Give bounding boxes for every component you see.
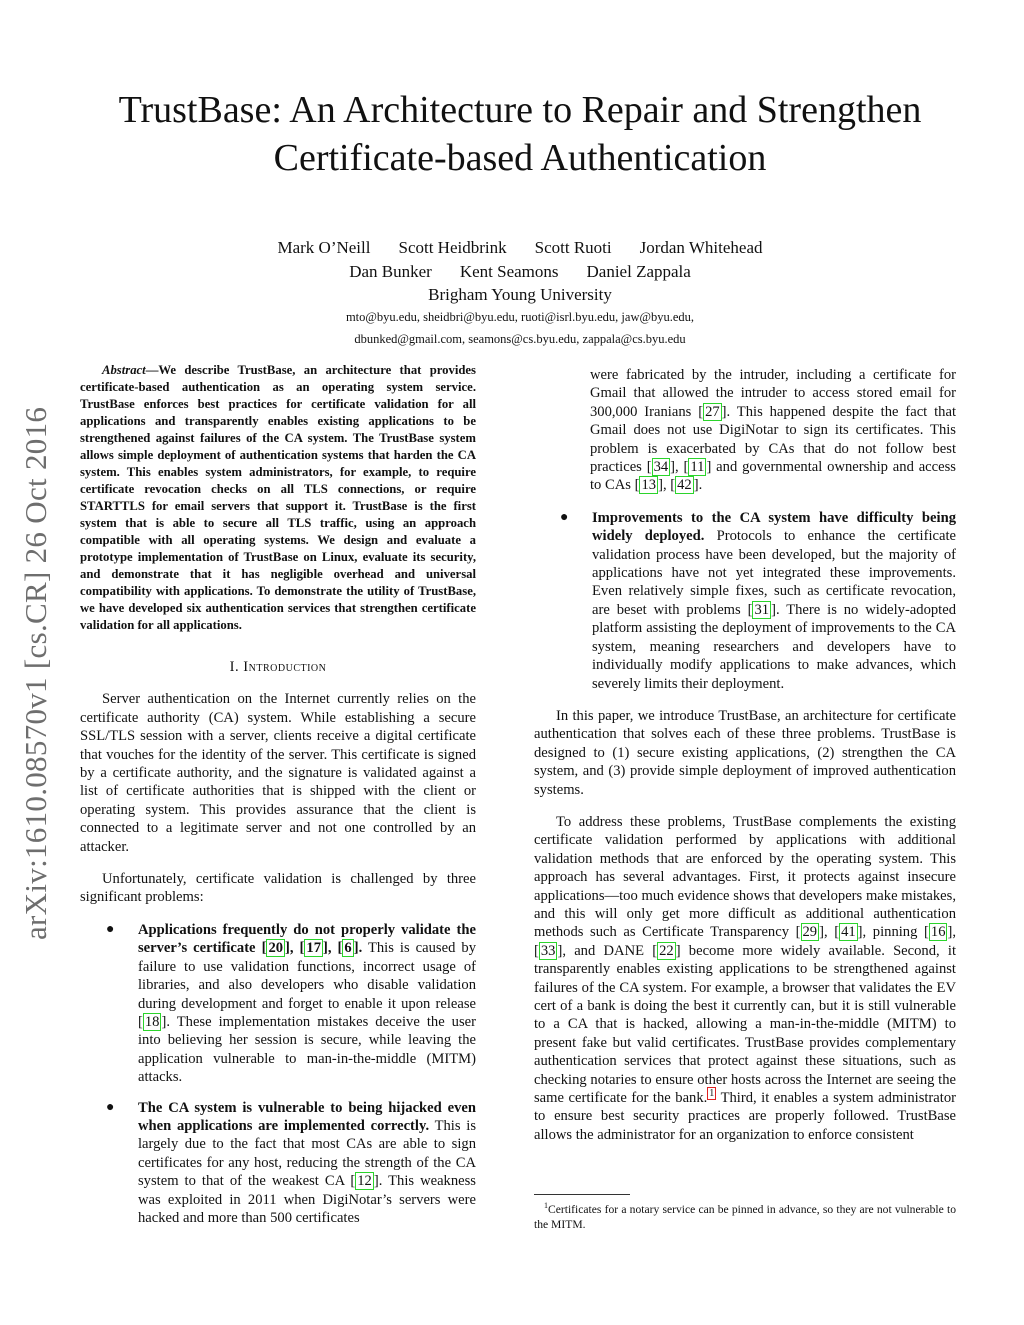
citation-link[interactable]: 6 (344, 940, 352, 957)
citation-link[interactable]: 31 (754, 601, 770, 618)
bullet-2-text-b: . This weakness was exploited in 2011 when DigiNotar’s servers were hacked and more than 500 certificates (138, 1173, 476, 1226)
section-title: Introduction (243, 659, 327, 675)
footnote-link[interactable]: 1 (709, 1088, 715, 1100)
author-6: Kent Seamons (459, 262, 559, 281)
citation-link[interactable]: 11 (690, 459, 705, 476)
authors-row-1 (110, 237, 930, 259)
footnote-divider (534, 1194, 630, 1195)
bullet-1-text-b: . These implementation mistakes deceive the user into believing her session is secure, while leaving the application vulnerable to man-in-the-middle (MITM) attacks. (138, 1013, 476, 1086)
bullet-3-text-a: Protocols to enhance the certificate validation process have been developed, but the majority of applications have not yet integrated these improvements. Even relatively simple fixes, such as certificate revocation, are beset with problems (592, 528, 956, 618)
cont-text-b: . This happened despite the fact that Gmail does not use DigiNotar to sign its certificates. This problem is exacerbated by CAs that do not follow best practices (590, 403, 956, 476)
citation-link[interactable]: 41 (841, 924, 856, 941)
cont-text-a: were fabricated by the intruder, including a certificate for Gmail that allowed the intruder to access stored email for 300,000 Iranians (590, 367, 956, 420)
bullet-2-continuation: were fabricated by the intruder, including a certificate for Gmail that allowed the intruder to access stored email for 300,000 Iranians [ 27 ]. This happened despite the fact that Gmail does not use DigiNotar to sign its certificates. This problem is exacerbated by CAs that do not follow best practices [ 34 ], [ 11 ] and governmental ownership and access to CAs [ 13 ], [ 42 ]. (590, 367, 956, 494)
citation-link[interactable]: 17 (306, 940, 322, 957)
affiliation: Brigham Young University (428, 285, 612, 304)
abstract (80, 362, 476, 634)
author-7: Daniel Zappala (586, 262, 691, 281)
intro-paragraph-3: In this paper, we introduce TrustBase, an architecture for certificate authentication that solves each of these three problems. TrustBase is designed to (1) secure existing applications, (2) strengthen the CA system, and (3) provide simple deployment of improved authentication systems. (534, 707, 956, 798)
bullet-3-text-b: . There is no widely-adopted platform assisting the deployment of improvements to the CA system, meaning researchers and developers have to individually modify applications to make advances, which severely limits their deployment. (592, 601, 957, 692)
citation-link[interactable]: 18 (144, 1013, 160, 1030)
section-number: I. (229, 659, 240, 675)
abstract-label: Abstract (102, 363, 146, 377)
citation-link[interactable]: 22 (659, 942, 674, 959)
citation-link[interactable]: 29 (802, 924, 818, 941)
abstract-text: —We describe TrustBase, an architecture that provides certificate-based authentication as an operating system service. TrustBase enforces best practices for certificate validation for all applications and transparently enables existing applications to be strengthened against failures of the CA system. The TrustBase system allows simple deployment of authentication systems that harden the CA system. This enables system administrators, for example, to require certificate revocation checks on all TLS connections, or require STARTTLS for email servers that support it. TrustBase is the first system that is able to secure all TLS traffic, using an approach compatible with all operating systems. We design and evaluate a prototype implementation of TrustBase on Linux, evaluate its security, and demonstrate that it has negligible overhead and universal compatibility with applications. To demonstrate the utility of TrustBase, we have developed six authentication services that strengthen certificate validation for all applications. (80, 363, 476, 632)
problem-list-continued (534, 509, 956, 693)
citation-link[interactable]: 27 (705, 403, 720, 420)
bullet-icon: ● (106, 921, 115, 937)
bullet-1-heading: Applications frequently do not properly validate the server’s certificate (138, 921, 476, 957)
list-item: ● Improvements to the CA system have difficulty being widely deployed. Protocols to enhance the certificate validation process have been developed, but the majority of applications have not yet integrated these improvements. Even relatively simple fixes, such as certificate revocation, are beset with problems [ 31 ]. There is no widely-adopted platform assisting the deployment of improvements to the CA system, meaning researchers and developers have to individually modify applications to make advances, which severely limits their deployment. (560, 509, 957, 692)
citation-link[interactable]: 13 (641, 477, 657, 494)
intro-paragraph-4: To address these problems, TrustBase complements the existing certificate validation performed by applications with additional validation methods that are enforced by the operating system. This approach has several advantages. First, it protects against insecure applications—too much evidence shows that developers make mistakes, and this will only get more difficult as additional authentication methods such as Certificate Transparency [ 29 ], [ 41 ], pinning [ 16 ], [ 33 ], and DANE [ 22 ] become more widely available. Second, it transparently enables existing applications to be strengthened against failures of the CA system. For example, a browser that validates the EV cert of a bank is doing the best it currently can, but it is still vulnerable to a CA that is hacked, allowing a man-in-the-middle (MITM) to present fake but valid certificates. TrustBase provides complementary authentication services that protect against these situations, such as checking notaries to ensure other hosts across the Internet are seeing the same certificate for the bank. $^1$ Third, it enables a system administrator to ensure best security practices are properly followed. TrustBase allows the administrator for an organization to enforce consistent (534, 813, 956, 1143)
bullet-1-text-a: This is caused by failure to use validation functions, incorrect usage of libraries, and also developers who disable validation during development and forget to enable it upon release (138, 940, 476, 1012)
author-2: Scott Heidbrink (398, 238, 507, 257)
emails-line-1: mto@byu.edu, sheidbri@byu.edu, ruoti@isrl.byu.edu, jaw@byu.edu, (345, 310, 695, 324)
problem-list (80, 921, 476, 1228)
citation-link[interactable]: 34 (653, 459, 669, 476)
section-heading-introduction (80, 658, 476, 676)
citation-link[interactable]: 20 (268, 940, 284, 957)
list-item: ● Applications frequently do not properly validate the server’s certificate [ 20 ], [ 17 ], [ 6 ]. This is caused by failure to use validation functions, incorrect usage of libraries, and also developers who disable validation during development and forget to enable it upon release [ 18 ]. These implementation mistakes deceive the user into believing her session is secure, while leaving the application vulnerable to man-in-the-middle (MITM) attacks. (106, 921, 476, 1086)
authors-row-2 (110, 261, 930, 283)
intro-paragraph-2: Unfortunately, certificate validation is challenged by three significant problems: (80, 871, 476, 906)
para4-text-b: , pinning (862, 924, 925, 941)
author-1: Mark O’Neill (277, 238, 371, 257)
footnote (534, 1198, 956, 1232)
para4-text-c: , and DANE (562, 942, 653, 959)
author-5: Dan Bunker (349, 262, 432, 281)
author-4: Jordan Whitehead (639, 238, 763, 257)
author-3: Scott Ruoti (534, 238, 612, 257)
cont-text-c: and governmental ownership and access to CAs (590, 459, 956, 494)
arxiv-identifier[interactable]: arXiv:1610.08570v1 [cs.CR] 26 Oct 2016 (18, 406, 53, 940)
paper-title (60, 86, 980, 182)
bullet-3-heading: Improvements to the CA system have difficulty being widely deployed. (592, 509, 956, 545)
para4-text-a: To address these problems, TrustBase complements the existing certificate validation performed by applications with additional validation methods that are enforced by the operating system. This approach has several advantages. First, it protects against insecure applications—too much evidence shows that developers make mistakes, and this will only get more difficult as additional authentication methods such as Certificate Transparency (534, 813, 956, 941)
bullet-2-heading: The CA system is vulnerable to being hijacked even when applications are implemented correctly. (138, 1099, 476, 1134)
para4-text-e: Third, it enables a system administrator to ensure best security practices are properly followed. TrustBase allows the administrator for an organization to enforce consistent (534, 1090, 956, 1143)
footnote-text: Certificates for a notary service can be pinned in advance, so they are not vulnerable to the MITM. (534, 1202, 956, 1231)
citation-link[interactable]: 33 (540, 942, 556, 959)
emails-line-2: dbunked@gmail.com, seamons@cs.byu.edu, zappala@cs.byu.edu (354, 332, 686, 346)
bullet-icon: ● (106, 1099, 115, 1115)
para4-text-d: become more widely available. Second, it transparently enables existing applications to be strengthened against failures of the CA system. For example, a browser that validates the EV cert of a bank is doing the best it currently can, but it is still vulnerable to a CA that is hacked, allowing a man-in-the-middle (MITM) to present fake but valid certificates. TrustBase provides complementary authentication services that protect against these situations, such as checking notaries to ensure other hosts across the Internet are seeing the same certificate for the bank. (534, 942, 956, 1107)
intro-paragraph-1: Server authentication on the Internet currently relies on the certificate authority (CA) system. While establishing a secure SSL/TLS session with a server, clients receive a digital certificate that vouches for the identity of the server. This certificate is signed by a certificate authority, and the signature is validated against a list of certificate authorities that is shipped with the client or operating system. This provides assurance that the client is connected to a legitimate server and not one controlled by an attacker. (80, 691, 476, 855)
bullet-2-text-a: This is largely due to the fact that most CAs are able to sign certificates for any host, reducing the strength of the CA system to that of the weakest CA (138, 1117, 476, 1190)
left-column (80, 362, 476, 1241)
citation-link[interactable]: 16 (930, 924, 946, 941)
bullet-icon: ● (560, 509, 569, 525)
citation-link[interactable]: 12 (357, 1173, 372, 1190)
list-item: ● The CA system is vulnerable to being hijacked even when applications are implemented correctly. This is largely due to the fact that most CAs are able to sign certificates for any host, reducing the strength of the CA system to that of the weakest CA [ 12 ]. This weakness was exploited in 2011 when DigiNotar’s servers were hacked and more than 500 certificates (106, 1099, 476, 1226)
right-column (534, 366, 956, 1158)
citation-link[interactable]: 42 (677, 477, 692, 494)
footnote-mark: 1 (544, 1201, 548, 1210)
title-line-1: TrustBase: An Architecture to Repair and Strengthen (118, 89, 922, 131)
title-line-2: Certificate-based Authentication (273, 137, 767, 179)
